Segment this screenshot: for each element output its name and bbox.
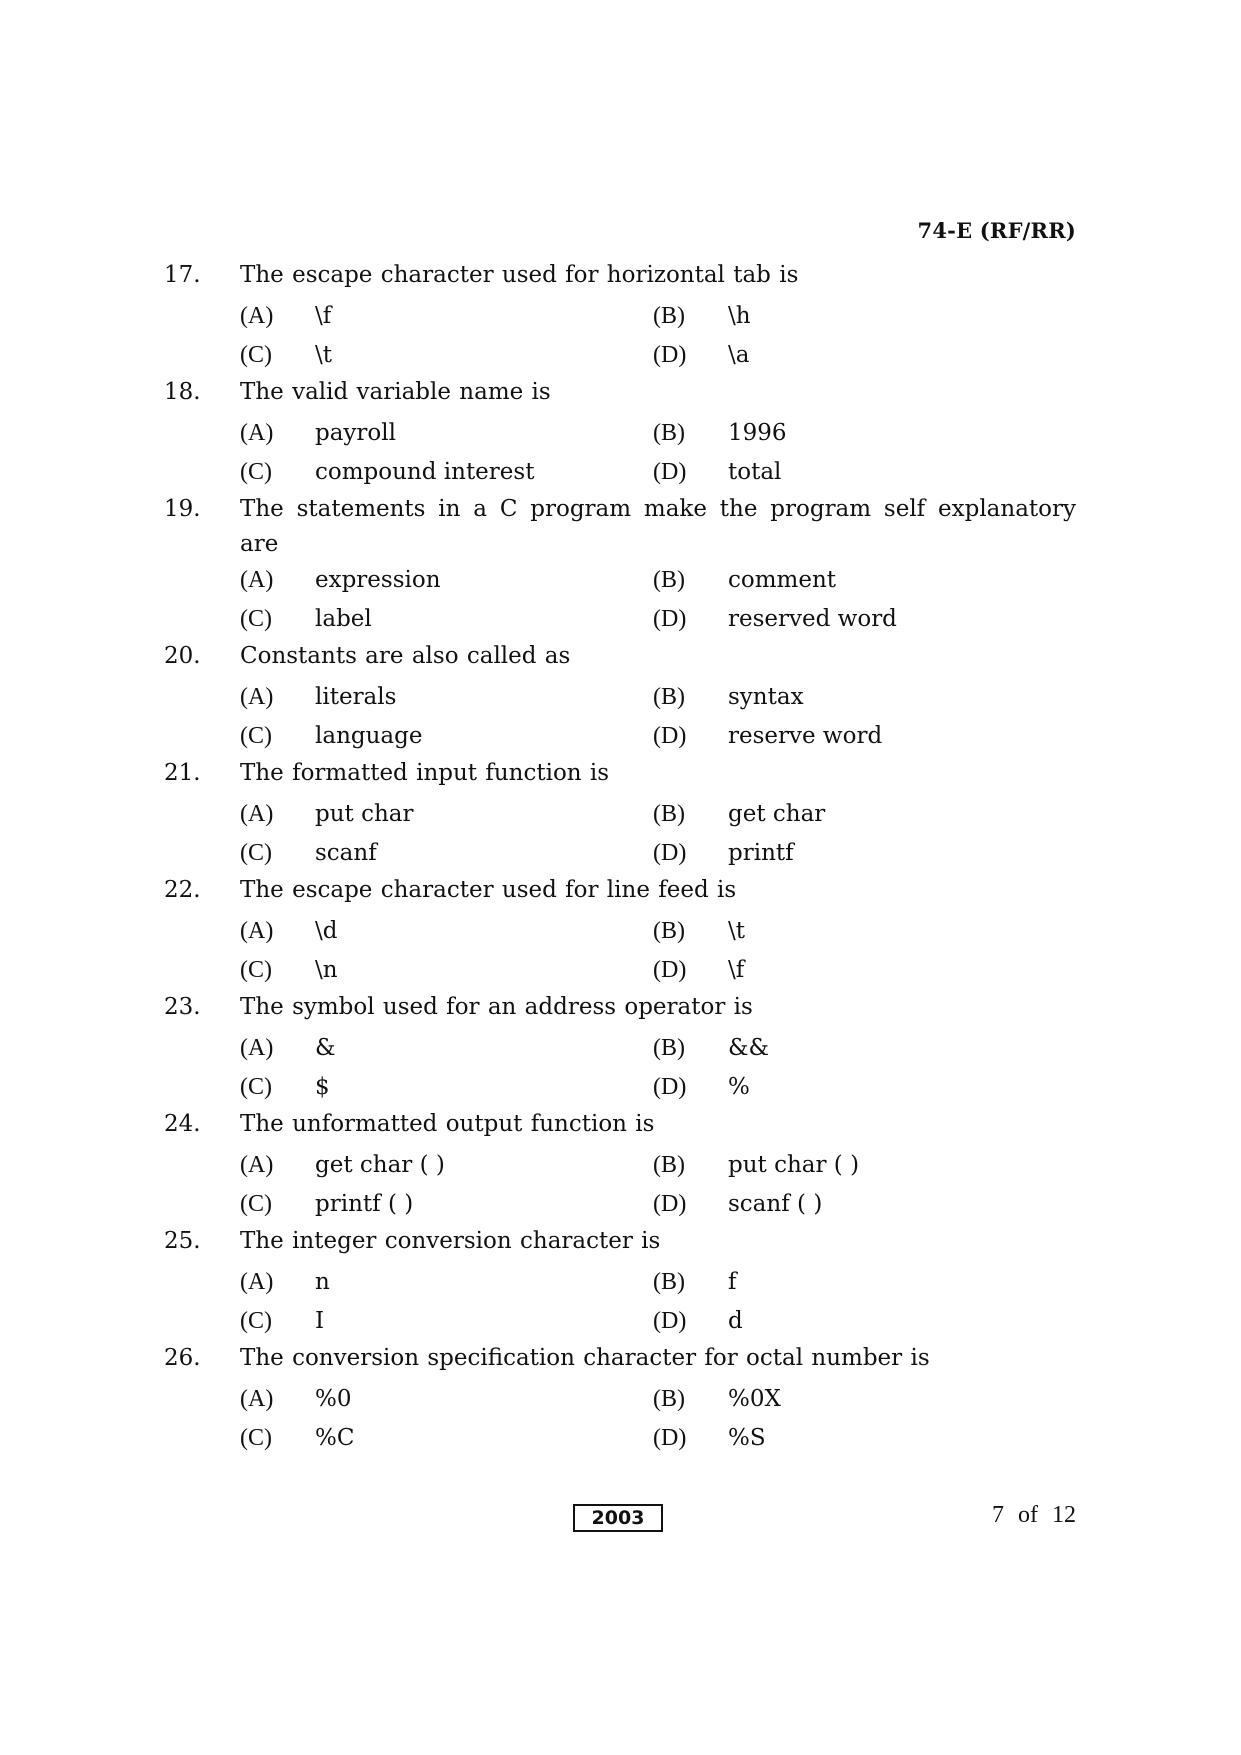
question-list	[164, 258, 1076, 1458]
option-text: 1996	[728, 420, 787, 446]
option-label: (C)	[240, 957, 272, 983]
option-label: (C)	[240, 1191, 272, 1217]
question-number: 21.	[164, 760, 201, 786]
question-text: The conversion specification character for octal number is	[240, 1345, 930, 1371]
option-text: \f	[315, 303, 332, 329]
option-a	[240, 684, 653, 711]
option-label: (D)	[653, 342, 687, 368]
paper-code: 74-E (RF/RR)	[917, 218, 1076, 243]
option-b	[653, 420, 1066, 447]
option-label: (D)	[653, 459, 687, 485]
question-text: The valid variable name is	[240, 379, 551, 405]
option-label: (B)	[653, 684, 685, 710]
option-label: (B)	[653, 1386, 685, 1412]
option-c	[240, 1074, 653, 1101]
option-label: (C)	[240, 459, 272, 485]
question-number: 23.	[164, 994, 201, 1020]
option-d	[653, 723, 1066, 750]
option-text: &&	[728, 1035, 769, 1061]
option-text: scanf ( )	[728, 1191, 823, 1217]
option-b	[653, 801, 1066, 828]
option-a	[240, 567, 653, 594]
question-number: 25.	[164, 1228, 201, 1254]
option-b	[653, 1152, 1066, 1179]
option-label: (A)	[240, 303, 274, 329]
option-text: %0X	[728, 1386, 781, 1412]
option-text: \a	[728, 342, 750, 368]
question-23	[164, 990, 1076, 1107]
option-text: printf	[728, 840, 794, 866]
option-text: I	[315, 1308, 325, 1334]
option-text: %C	[315, 1425, 355, 1451]
option-label: (A)	[240, 684, 274, 710]
option-text: %	[728, 1074, 750, 1100]
question-21	[164, 756, 1076, 873]
option-label: (B)	[653, 1152, 685, 1178]
option-d	[653, 840, 1066, 867]
question-text: The escape character used for horizontal tab is	[240, 262, 799, 288]
option-text: reserved word	[728, 606, 897, 632]
question-number: 17.	[164, 262, 201, 288]
option-text: language	[315, 723, 423, 749]
option-label: (C)	[240, 342, 272, 368]
question-25	[164, 1224, 1076, 1341]
option-a	[240, 1386, 653, 1413]
option-b	[653, 1269, 1066, 1296]
option-b	[653, 684, 1066, 711]
option-label: (B)	[653, 420, 685, 446]
option-text: comment	[728, 567, 837, 593]
option-label: (B)	[653, 1035, 685, 1061]
option-label: (A)	[240, 420, 274, 446]
option-c	[240, 957, 653, 984]
option-text: payroll	[315, 420, 396, 446]
option-label: (D)	[653, 1191, 687, 1217]
option-d	[653, 957, 1066, 984]
option-text: %0	[315, 1386, 352, 1412]
option-d	[653, 1308, 1066, 1335]
option-label: (A)	[240, 918, 274, 944]
option-text: \t	[315, 342, 332, 368]
option-label: (C)	[240, 840, 272, 866]
question-text: The symbol used for an address operator is	[240, 994, 753, 1020]
option-text: printf ( )	[315, 1191, 414, 1217]
option-text: \f	[728, 957, 745, 983]
option-d	[653, 1191, 1066, 1218]
option-label: (D)	[653, 1308, 687, 1334]
option-d	[653, 606, 1066, 633]
option-label: (D)	[653, 1425, 687, 1451]
option-label: (C)	[240, 606, 272, 632]
option-text: put char ( )	[728, 1152, 860, 1178]
option-text: label	[315, 606, 372, 632]
option-d	[653, 342, 1066, 369]
option-text: %S	[728, 1425, 766, 1451]
option-label: (B)	[653, 801, 685, 827]
option-b	[653, 303, 1066, 330]
question-text: The escape character used for line feed is	[240, 877, 737, 903]
question-24	[164, 1107, 1076, 1224]
option-text: $	[315, 1074, 330, 1100]
question-18	[164, 375, 1076, 492]
option-label: (B)	[653, 1269, 685, 1295]
option-d	[653, 1074, 1066, 1101]
option-label: (D)	[653, 840, 687, 866]
option-label: (D)	[653, 1074, 687, 1100]
option-c	[240, 840, 653, 867]
question-22	[164, 873, 1076, 990]
question-20	[164, 639, 1076, 756]
option-a	[240, 303, 653, 330]
option-text: literals	[315, 684, 397, 710]
option-b	[653, 918, 1066, 945]
question-17	[164, 258, 1076, 375]
option-d	[653, 459, 1066, 486]
question-number: 19.	[164, 496, 201, 522]
option-c	[240, 1308, 653, 1335]
option-label: (C)	[240, 1425, 272, 1451]
option-text: \t	[728, 918, 745, 944]
option-label: (A)	[240, 1269, 274, 1295]
question-number: 26.	[164, 1345, 201, 1371]
option-text: n	[315, 1269, 330, 1295]
question-number: 24.	[164, 1111, 201, 1137]
question-text: Constants are also called as	[240, 643, 571, 669]
option-text: \h	[728, 303, 751, 329]
option-a	[240, 1269, 653, 1296]
option-c	[240, 1191, 653, 1218]
option-text: d	[728, 1308, 743, 1334]
option-text: f	[728, 1269, 737, 1295]
option-text: get char	[728, 801, 826, 827]
option-c	[240, 606, 653, 633]
option-a	[240, 420, 653, 447]
option-b	[653, 1386, 1066, 1413]
option-text: total	[728, 459, 782, 485]
question-number: 18.	[164, 379, 201, 405]
question-26	[164, 1341, 1076, 1458]
option-text: get char ( )	[315, 1152, 445, 1178]
option-d	[653, 1425, 1066, 1452]
option-text: reserve word	[728, 723, 883, 749]
option-label: (C)	[240, 1074, 272, 1100]
option-label: (A)	[240, 801, 274, 827]
option-c	[240, 723, 653, 750]
option-b	[653, 567, 1066, 594]
question-text: The integer conversion character is	[240, 1228, 661, 1254]
option-a	[240, 1035, 653, 1062]
option-label: (D)	[653, 606, 687, 632]
option-label: (A)	[240, 1035, 274, 1061]
option-text: expression	[315, 567, 441, 593]
option-text: compound interest	[315, 459, 535, 485]
option-a	[240, 918, 653, 945]
question-number: 20.	[164, 643, 201, 669]
question-text: The formatted input function is	[240, 760, 610, 786]
footer-code-box: 2003	[573, 1504, 663, 1532]
option-text: syntax	[728, 684, 804, 710]
option-label: (D)	[653, 957, 687, 983]
option-label: (B)	[653, 567, 685, 593]
option-label: (C)	[240, 1308, 272, 1334]
option-label: (A)	[240, 1152, 274, 1178]
option-text: scanf	[315, 840, 377, 866]
option-label: (B)	[653, 303, 685, 329]
option-label: (D)	[653, 723, 687, 749]
option-c	[240, 1425, 653, 1452]
option-text: \d	[315, 918, 338, 944]
option-label: (A)	[240, 1386, 274, 1412]
option-a	[240, 1152, 653, 1179]
question-text: The unformatted output function is	[240, 1111, 655, 1137]
option-label: (A)	[240, 567, 274, 593]
page-number: 7 of 12	[992, 1502, 1076, 1528]
question-text: The statements in a C program make the program self explanatory are	[240, 496, 1076, 557]
option-text: put char	[315, 801, 414, 827]
question-19	[164, 492, 1076, 639]
option-c	[240, 459, 653, 486]
question-number: 22.	[164, 877, 201, 903]
option-c	[240, 342, 653, 369]
option-b	[653, 1035, 1066, 1062]
option-text: \n	[315, 957, 338, 983]
option-label: (C)	[240, 723, 272, 749]
option-text: &	[315, 1035, 336, 1061]
option-a	[240, 801, 653, 828]
option-label: (B)	[653, 918, 685, 944]
